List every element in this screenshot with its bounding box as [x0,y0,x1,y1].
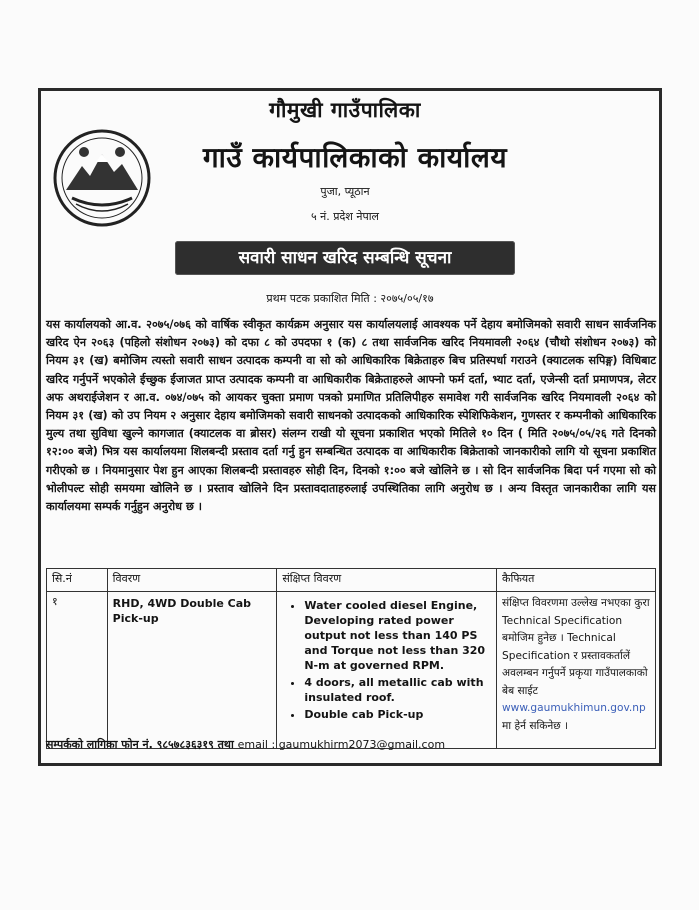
municipality-name: गौमुखी गाउँपालिका [269,98,421,122]
spec-item: • Water cooled diesel Engine, Developing rated power output not less than 140 PS and Torque not less than 320 N-m at governed RPM. [304,598,491,673]
address-line-1: पुजा, प्यूठान [320,185,370,198]
address-line-2: ५ नं. प्रदेश नेपाल [310,210,380,223]
table-row [47,592,656,749]
office-name: गाउँ कार्यपालिकाको कार्यालय [202,141,508,174]
nepal-emblem-icon [52,128,152,228]
spec-item: • 4 doors, all metallic cab with insulated roof. [304,675,491,705]
header-item: विवरण [107,569,277,592]
remarks-end: मा हेर्न सकिनेछ । [502,719,569,732]
item-name: RHD, 4WD Double Cab Pick-up [112,597,252,625]
notice-body: यस कार्यालयको आ.व. २०७५/०७६ को वार्षिक स्वीकृत कार्यक्रम अनुसार यस कार्यालयलाई आवश्यक पर्ने देहाय बमोजिमको सवारी साधन सार्वजनिक खरिद ऐन २०६३ (पहिलो संशोधन २०७३) को दफा ८ को उपदफा १ (क) ८ तथा सार्वजनिक खरिद नियमावली २०६४ (चौथो संशोधन २०७३) को नियम ३१ (ख) बमोजिम त्यस्तो सवारी साधन उत्पादक कम्पनी वा सो को आधिकारिक बिक्रेताहरु बिच प्रतिस्पर्धा गराउने (क्याटलक सपिङ्ग) विधिबाट खरिद गर्नुपर्ने भएकोले ईच्छुक ईजाजत प्राप्त उत्पादक कम्पनी वा आधिकारीक बिक्रेताहरुले आफ्नो फर्म दर्ता, भ्याट दर्ता, एजेन्सी दर्ता प्रमाणपत्र, लेटर अफ अथराईजेशन र आ.व. ०७४/०७५ को आयकर चुक्ता प्रमाण पत्रको प्रमाणित प्रतिलिपीहरु समावेश गरी सार्वजनिक खरिद नियमावली २०६४ को नियम ३१ (ख) को उप नियम २ अनुसार देहाय बमोजिमको सवारी साधनको उत्पादकको आधिकारिक स्पेशिफिकेशन, गुणस्तर र कम्पनीको आधिकारिक मुल्य तथा सुविधा खुल्ने कागजात (क्याटलक वा ब्रोसर) संलग्न राखी यो सूचना प्रकाशित भएको मितिले १० दिन ( मिति २०७५/०५/२६ गते दिनको १२:०० बजे) भित्र यस कार्यालयमा शिलबन्दी प्रस्ताव दर्ता गर्नु हुन सम्बन्धित उत्पादक वा आधिकारीक बिक्रेताको जानकारीको लागि यो सूचना प्रकाशित गरीएको छ । नियमानुसार पेश हुन आएका शिलबन्दी प्रस्तावहरु सोही दिन, दिनको १:०० बजे खोलिने छ । सो दिन सार्वजनिक बिदा पर्न गएमा सो को भोलीपल्ट सोही समयमा खोलिने छ । प्रस्ताव खोलिने दिन प्रस्तावदाताहरुलाई उपस्थितिका लागि अनुरोध छ । अन्य विस्तृत जानकारीका लागि यस कार्यालयमा सम्पर्क गर्नुहुन अनुरोध छ । [46,318,656,514]
website-link[interactable]: www.gaumukhimun.gov.np [502,702,646,714]
header-specs: संक्षिप्त विवरण [277,569,497,592]
header-remarks: कैफियत [497,569,656,592]
cell-remarks [497,592,656,749]
table-header-row [47,569,656,592]
spec-item: • Double cab Pick-up [304,707,491,722]
cell-sn: १ [47,592,108,749]
contact-line [46,737,656,752]
publish-date: प्रथम पटक प्रकाशित मिति : २०७५/०५/१७ [266,292,434,305]
remarks-text: संक्षिप्त विवरणमा उल्लेख नभएका कुरा Technical Specification बमोजिम हुनेछ । Technical Specification र प्रस्तावकर्तालें अवलम्बन गर्नुपर्ने प्रकृया गाउँपालकाको बेब साईट [502,597,650,697]
cell-item [107,592,277,749]
spec-list [282,598,491,722]
cell-specs [277,592,497,749]
notice-title: सवारी साधन खरिद सम्बन्धि सूचना [175,241,515,275]
header-sn: सि.नं [47,569,108,592]
items-table [46,568,656,749]
contact-email[interactable]: email : gaumukhirm2073@gmail.com [237,738,446,751]
remarks [502,595,650,735]
contact-phone: सम्पर्कको लागिका फोन नं. ९८५७८३६३१९ तथा [46,738,234,751]
